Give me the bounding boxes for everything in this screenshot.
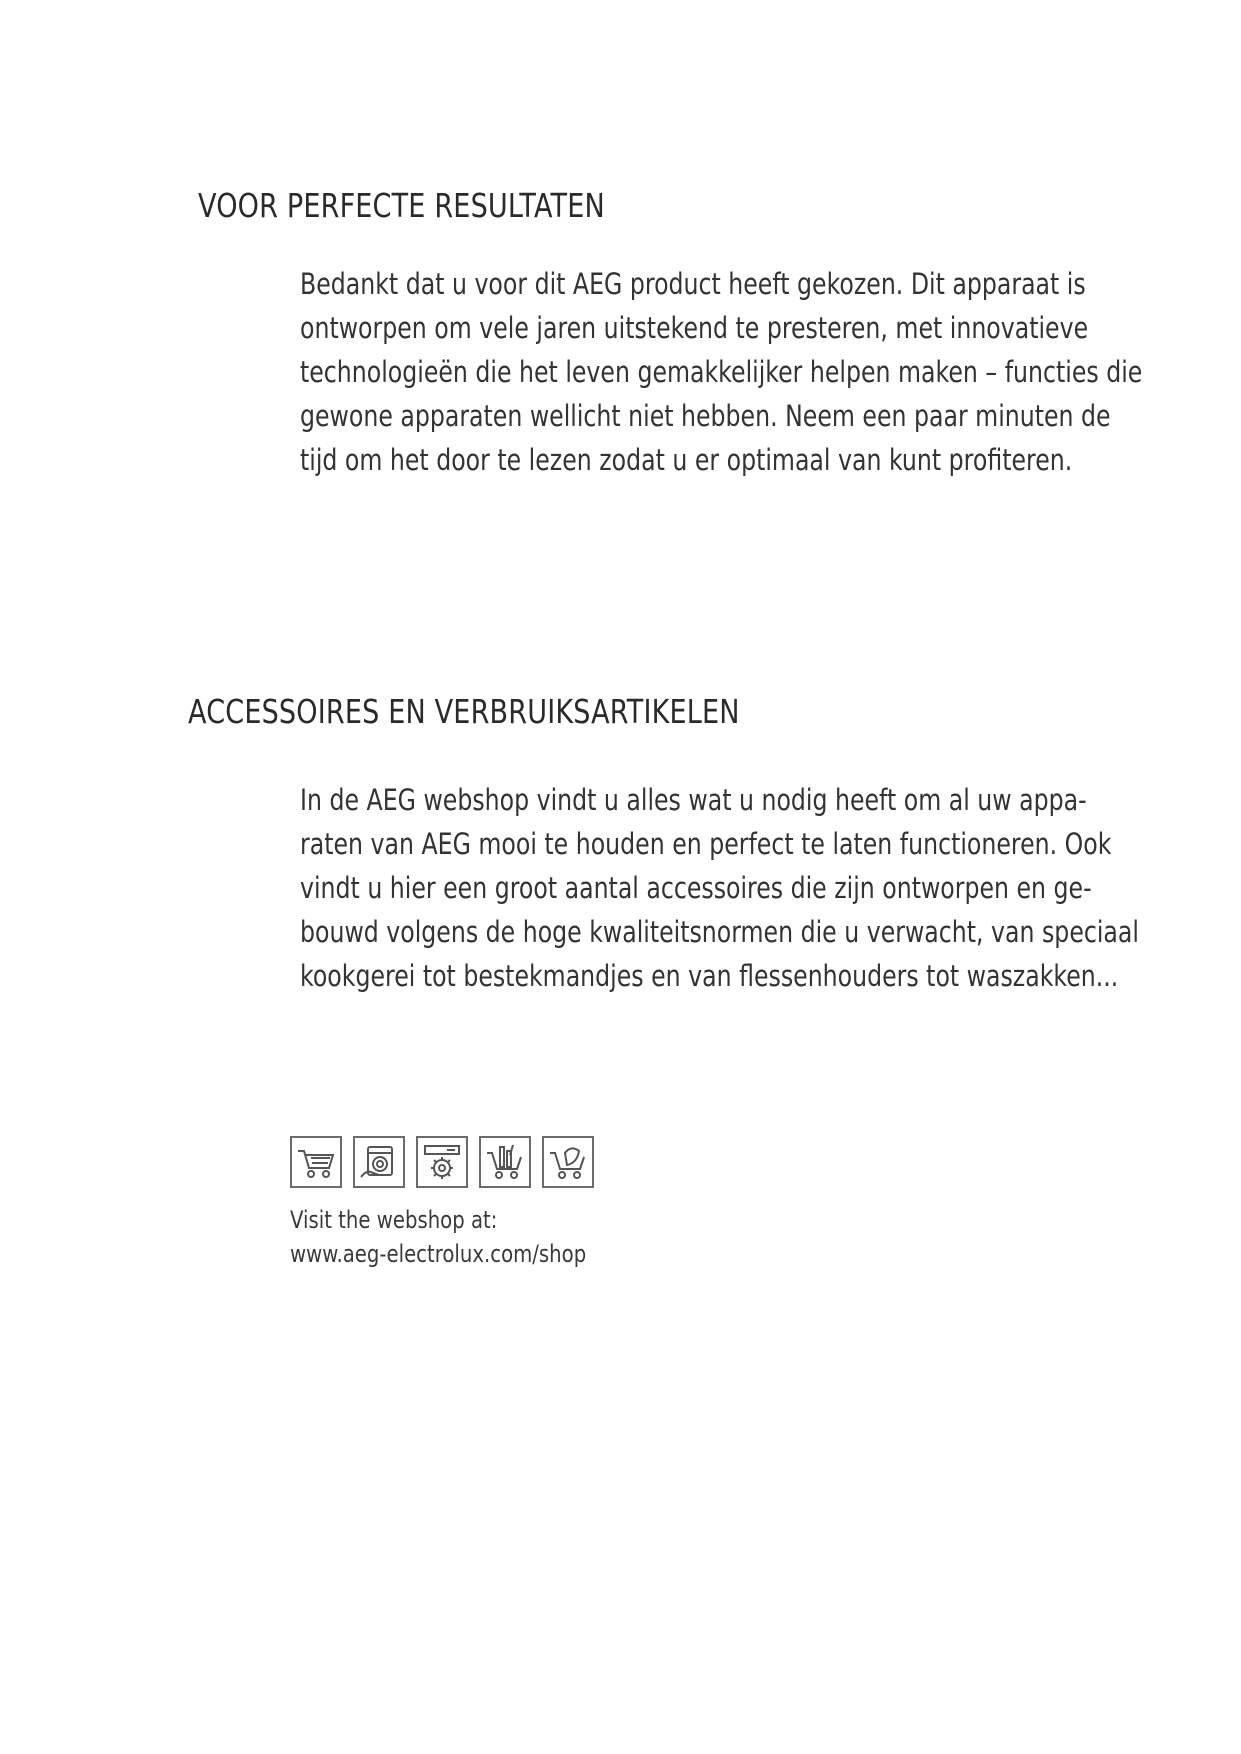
intro-line-3: technologieën die het leven gemakkelijker helpen maken – functies die xyxy=(300,355,1143,389)
cart-bag-icon xyxy=(542,1136,594,1188)
section-heading-perfect-results: VOOR PERFECTE RESULTATEN xyxy=(198,186,605,225)
shopping-cart-icon xyxy=(290,1136,342,1188)
accessories-line-5: kookgerei tot bestekmandjes en van flessenhouders tot waszakken... xyxy=(300,959,1119,993)
webshop-visit-label: Visit the webshop at: xyxy=(290,1206,498,1234)
accessories-line-2: raten van AEG mooi te houden en perfect te laten functioneren. Ook xyxy=(300,827,1112,861)
webshop-icons xyxy=(290,1136,594,1188)
webshop-url-link[interactable]: www.aeg-electrolux.com/shop xyxy=(290,1240,587,1268)
accessories-line-3: vindt u hier een groot aantal accessoires die zijn ontworpen en ge- xyxy=(300,871,1092,905)
accessories-line-1: In de AEG webshop vindt u alles wat u nodig heeft om al uw appa- xyxy=(300,783,1087,817)
washing-machine-hand-icon xyxy=(353,1136,405,1188)
appliance-gear-icon xyxy=(416,1136,468,1188)
accessories-line-4: bouwd volgens de hoge kwaliteitsnormen die u verwacht, van speciaal xyxy=(300,915,1139,949)
cart-bottles-icon xyxy=(479,1136,531,1188)
section-heading-accessories: ACCESSOIRES EN VERBRUIKSARTIKELEN xyxy=(188,692,740,731)
intro-line-4: gewone apparaten wellicht niet hebben. Neem een paar minuten de xyxy=(300,399,1111,433)
intro-line-5: tijd om het door te lezen zodat u er optimaal van kunt profiteren. xyxy=(300,443,1073,477)
intro-line-2: ontworpen om vele jaren uitstekend te presteren, met innovatieve xyxy=(300,311,1089,345)
intro-line-1: Bedankt dat u voor dit AEG product heeft gekozen. Dit apparaat is xyxy=(300,267,1086,301)
